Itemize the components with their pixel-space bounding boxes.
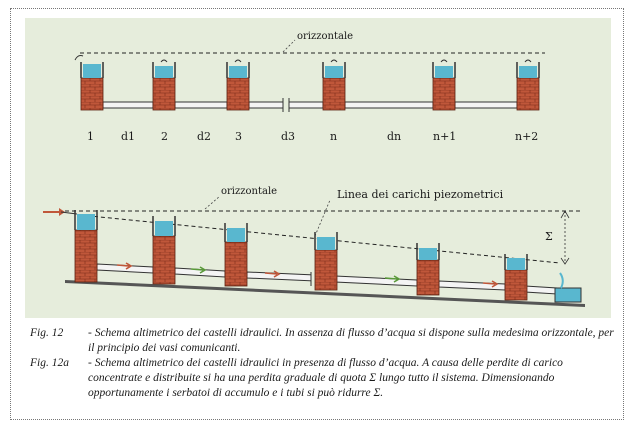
top-label-n: n — [330, 130, 338, 143]
top-label-d2: d2 — [197, 130, 212, 143]
castelli-diagram — [25, 18, 611, 318]
top-horizontal-pointer — [283, 40, 295, 52]
top-tank-n — [323, 60, 345, 110]
top-label-dn: dn — [387, 130, 402, 143]
bottom-tank-n-plus-1 — [417, 243, 439, 295]
bottom-horizontal-label: orizzontale — [221, 186, 278, 197]
top-label-3: 3 — [235, 130, 242, 143]
piezometric-label: Linea dei carichi piezometrici — [337, 188, 504, 201]
bottom-tank-n — [315, 232, 337, 290]
top-label-2: 2 — [161, 130, 168, 143]
top-label-d1: d1 — [121, 130, 136, 143]
caption-fig-12a — [30, 356, 620, 401]
piezometric-pointer — [315, 200, 330, 236]
bottom-tank-n-plus-2 — [505, 254, 527, 300]
caption-fig-label: Fig. 12 — [30, 327, 64, 339]
top-label-1: 1 — [87, 130, 94, 143]
figure-captions — [30, 326, 620, 401]
top-horizontal-label: orizzontale — [297, 31, 354, 42]
bottom-tank-2 — [153, 216, 175, 284]
caption-fig-label: Fig. 12a — [30, 357, 69, 369]
top-diagram — [75, 31, 545, 143]
sigma-symbol: Σ — [545, 230, 553, 243]
top-tank-n-plus-1 — [433, 60, 455, 110]
bottom-horizontal-pointer — [205, 196, 220, 209]
bottom-tank-3 — [225, 223, 247, 286]
top-tank-1 — [75, 56, 103, 111]
top-labels — [87, 130, 538, 143]
top-tank-2 — [153, 60, 175, 110]
bottom-tank-1 — [61, 210, 97, 282]
bottom-diagram — [43, 186, 585, 307]
top-tank-3 — [227, 60, 249, 110]
caption-text: - Schema altimetrico dei castelli idraulici. In assenza di flusso d’acqua si dispone sulla medesima orizzontale, per il principio dei vasi comunicanti. — [88, 327, 614, 354]
top-pipe-break-symbol — [283, 98, 289, 112]
top-tank-n-plus-2 — [517, 60, 539, 110]
top-label-d3: d3 — [281, 130, 296, 143]
caption-fig-12 — [30, 326, 620, 356]
top-label-n-plus-2: n+2 — [515, 130, 539, 143]
caption-text: - Schema altimetrico dei castelli idraulici in presenza di flusso d’acqua. A causa delle perdite di carico concentrate e distribuite si ha una perdita graduale di quota Σ lungo tutto il sistema. Dimensionando opportunamente i serbatoi di accumulo e i tubi si può ridurre Σ. — [88, 357, 563, 399]
outflow-basin — [555, 273, 581, 302]
top-label-n-plus-1: n+1 — [433, 130, 457, 143]
